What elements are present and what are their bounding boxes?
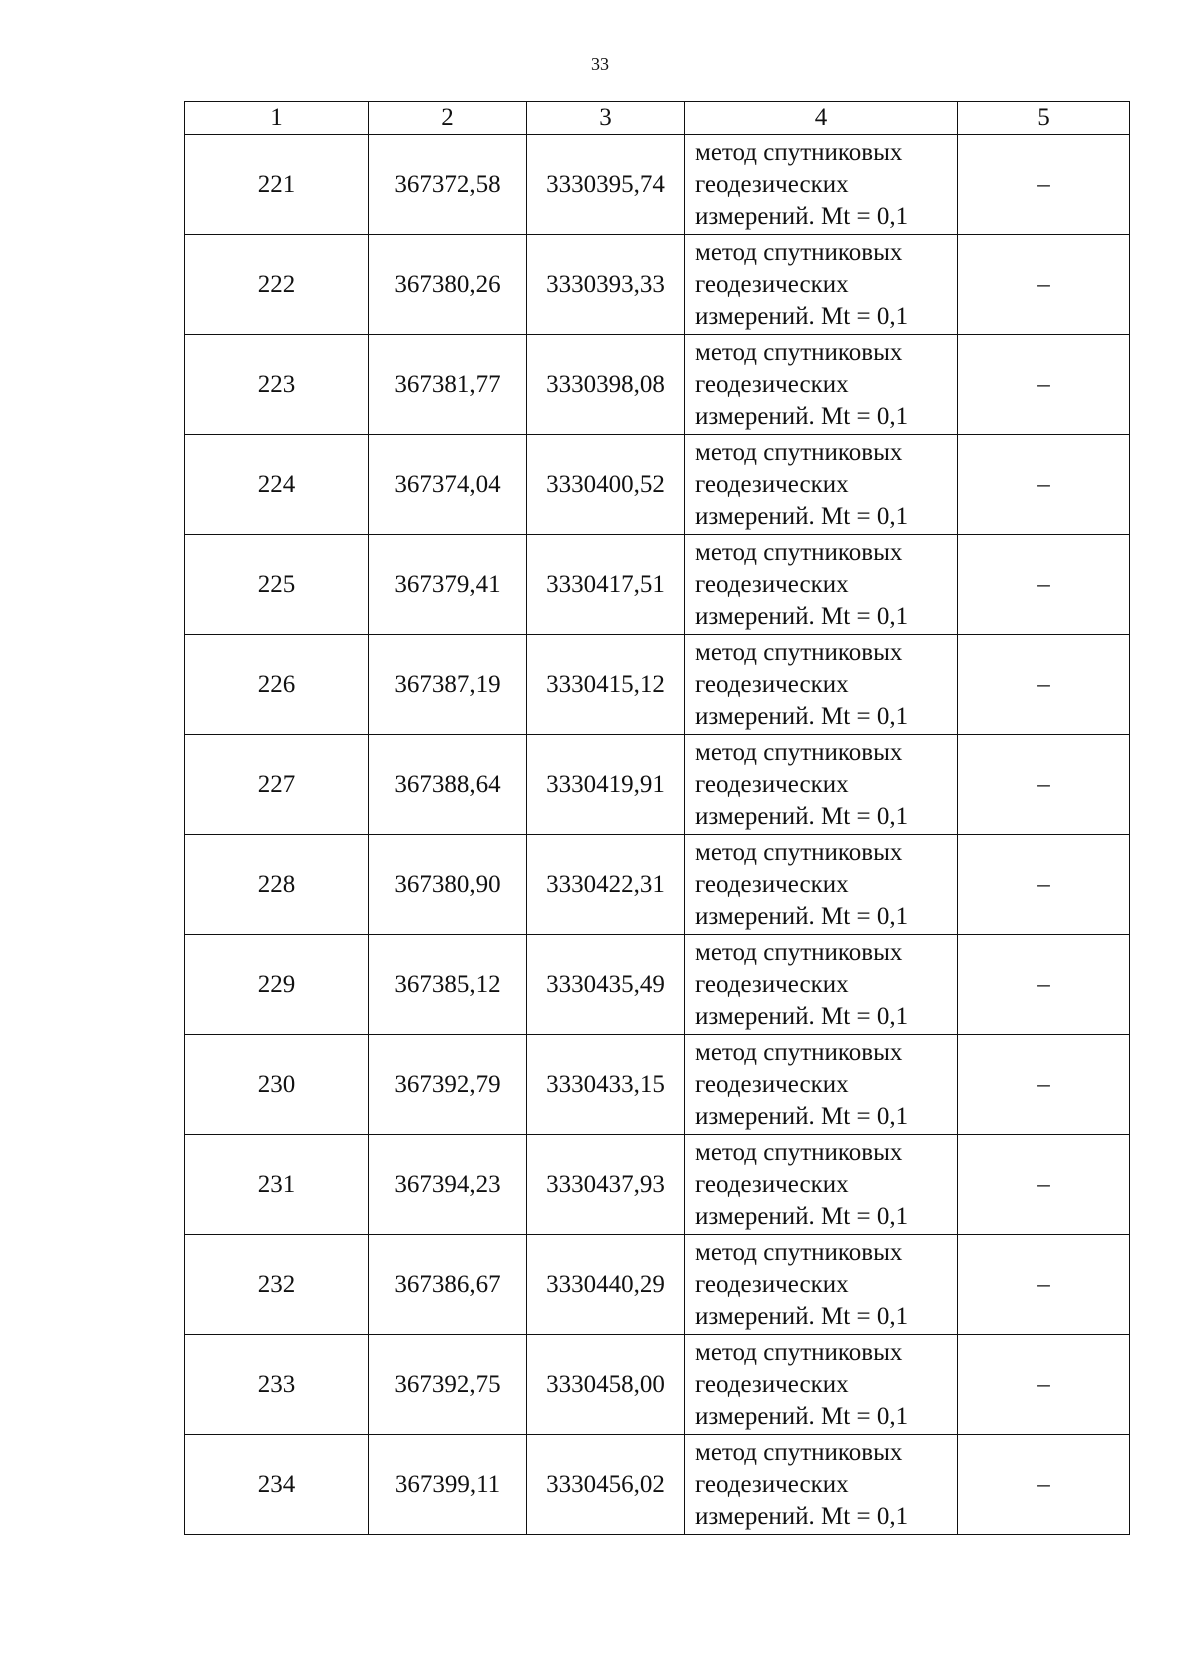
note-cell: – (958, 535, 1130, 635)
method-cell (685, 335, 958, 435)
x-coordinate-cell: 367387,19 (369, 635, 527, 735)
point-number-cell: 226 (185, 635, 369, 735)
table-row (185, 435, 1130, 535)
method-cell (685, 1135, 958, 1235)
x-coordinate-cell: 367385,12 (369, 935, 527, 1035)
x-coordinate-cell: 367392,79 (369, 1035, 527, 1135)
method-cell (685, 435, 958, 535)
method-text-line: геодезических (695, 1070, 849, 1098)
y-coordinate-cell: 3330400,52 (527, 435, 685, 535)
method-cell (685, 635, 958, 735)
method-text-line: измерений. Mt = 0,1 (695, 802, 909, 830)
x-coordinate-cell: 367372,58 (369, 135, 527, 235)
point-number-cell: 222 (185, 235, 369, 335)
method-cell (685, 935, 958, 1035)
table-body (185, 135, 1130, 1535)
note-cell: – (958, 635, 1130, 735)
method-text-line: геодезических (695, 1270, 849, 1298)
method-text-line: геодезических (695, 670, 849, 698)
method-text-line: измерений. Mt = 0,1 (695, 1002, 909, 1030)
method-text-line: метод спутниковых (695, 1338, 903, 1366)
column-header-4: 4 (685, 102, 958, 135)
note-cell: – (958, 1435, 1130, 1535)
note-cell: – (958, 835, 1130, 935)
page-number: 33 (591, 54, 609, 74)
method-cell (685, 1035, 958, 1135)
method-text-line: геодезических (695, 1170, 849, 1198)
y-coordinate-cell: 3330437,93 (527, 1135, 685, 1235)
column-header-1: 1 (185, 102, 369, 135)
method-text-line: метод спутниковых (695, 938, 903, 966)
note-cell: – (958, 1035, 1130, 1135)
method-cell (685, 235, 958, 335)
method-text-line: измерений. Mt = 0,1 (695, 1402, 909, 1430)
table-row (185, 835, 1130, 935)
method-cell (685, 1335, 958, 1435)
method-text-line: измерений. Mt = 0,1 (695, 902, 909, 930)
table-row (185, 135, 1130, 235)
point-number-cell: 225 (185, 535, 369, 635)
y-coordinate-cell: 3330415,12 (527, 635, 685, 735)
x-coordinate-cell: 367386,67 (369, 1235, 527, 1335)
method-text-line: метод спутниковых (695, 1438, 903, 1466)
method-text-line: геодезических (695, 270, 849, 298)
method-text-line: геодезических (695, 370, 849, 398)
method-text-line: геодезических (695, 170, 849, 198)
method-cell (685, 1435, 958, 1535)
point-number-cell: 224 (185, 435, 369, 535)
method-text-line: метод спутниковых (695, 838, 903, 866)
method-text-line: метод спутниковых (695, 1138, 903, 1166)
x-coordinate-cell: 367374,04 (369, 435, 527, 535)
method-text-line: метод спутниковых (695, 1238, 903, 1266)
table-header-row (185, 102, 1130, 135)
method-text-line: метод спутниковых (695, 438, 903, 466)
y-coordinate-cell: 3330433,15 (527, 1035, 685, 1135)
y-coordinate-cell: 3330395,74 (527, 135, 685, 235)
point-number-cell: 229 (185, 935, 369, 1035)
y-coordinate-cell: 3330398,08 (527, 335, 685, 435)
method-cell (685, 835, 958, 935)
y-coordinate-cell: 3330393,33 (527, 235, 685, 335)
point-number-cell: 228 (185, 835, 369, 935)
method-cell (685, 1235, 958, 1335)
method-text-line: измерений. Mt = 0,1 (695, 1202, 909, 1230)
column-header-2: 2 (369, 102, 527, 135)
x-coordinate-cell: 367388,64 (369, 735, 527, 835)
y-coordinate-cell: 3330440,29 (527, 1235, 685, 1335)
note-cell: – (958, 735, 1130, 835)
note-cell: – (958, 1235, 1130, 1335)
table-row (185, 1035, 1130, 1135)
note-cell: – (958, 1335, 1130, 1435)
note-cell: – (958, 1135, 1130, 1235)
method-text-line: метод спутниковых (695, 1038, 903, 1066)
method-text-line: геодезических (695, 870, 849, 898)
method-text-line: измерений. Mt = 0,1 (695, 402, 909, 430)
table-row (185, 935, 1130, 1035)
method-text-line: геодезических (695, 970, 849, 998)
table-row (185, 1235, 1130, 1335)
point-number-cell: 227 (185, 735, 369, 835)
method-cell (685, 535, 958, 635)
method-text-line: метод спутниковых (695, 538, 903, 566)
table-row (185, 1335, 1130, 1435)
method-cell (685, 135, 958, 235)
y-coordinate-cell: 3330435,49 (527, 935, 685, 1035)
table-row (185, 735, 1130, 835)
point-number-cell: 234 (185, 1435, 369, 1535)
y-coordinate-cell: 3330422,31 (527, 835, 685, 935)
table-row (185, 235, 1130, 335)
y-coordinate-cell: 3330419,91 (527, 735, 685, 835)
method-text-line: геодезических (695, 770, 849, 798)
method-text-line: измерений. Mt = 0,1 (695, 202, 909, 230)
method-text-line: геодезических (695, 1470, 849, 1498)
method-text-line: измерений. Mt = 0,1 (695, 702, 909, 730)
note-cell: – (958, 135, 1130, 235)
point-number-cell: 232 (185, 1235, 369, 1335)
point-number-cell: 233 (185, 1335, 369, 1435)
x-coordinate-cell: 367394,23 (369, 1135, 527, 1235)
method-text-line: геодезических (695, 1370, 849, 1398)
point-number-cell: 230 (185, 1035, 369, 1135)
x-coordinate-cell: 367392,75 (369, 1335, 527, 1435)
point-number-cell: 221 (185, 135, 369, 235)
table-row (185, 535, 1130, 635)
column-header-3: 3 (527, 102, 685, 135)
point-number-cell: 223 (185, 335, 369, 435)
x-coordinate-cell: 367380,90 (369, 835, 527, 935)
method-text-line: метод спутниковых (695, 238, 903, 266)
coordinates-table (184, 101, 1130, 1535)
method-text-line: метод спутниковых (695, 338, 903, 366)
table-row (185, 335, 1130, 435)
x-coordinate-cell: 367381,77 (369, 335, 527, 435)
method-text-line: измерений. Mt = 0,1 (695, 502, 909, 530)
method-text-line: измерений. Mt = 0,1 (695, 602, 909, 630)
method-text-line: измерений. Mt = 0,1 (695, 1102, 909, 1130)
method-text-line: метод спутниковых (695, 138, 903, 166)
x-coordinate-cell: 367380,26 (369, 235, 527, 335)
method-text-line: измерений. Mt = 0,1 (695, 1502, 909, 1530)
point-number-cell: 231 (185, 1135, 369, 1235)
x-coordinate-cell: 367379,41 (369, 535, 527, 635)
method-text-line: измерений. Mt = 0,1 (695, 302, 909, 330)
method-text-line: метод спутниковых (695, 738, 903, 766)
y-coordinate-cell: 3330458,00 (527, 1335, 685, 1435)
column-header-5: 5 (958, 102, 1130, 135)
note-cell: – (958, 435, 1130, 535)
note-cell: – (958, 335, 1130, 435)
method-text-line: геодезических (695, 570, 849, 598)
note-cell: – (958, 235, 1130, 335)
x-coordinate-cell: 367399,11 (369, 1435, 527, 1535)
table-row (185, 635, 1130, 735)
y-coordinate-cell: 3330456,02 (527, 1435, 685, 1535)
method-text-line: измерений. Mt = 0,1 (695, 1302, 909, 1330)
method-text-line: геодезических (695, 470, 849, 498)
table-row (185, 1135, 1130, 1235)
method-text-line: метод спутниковых (695, 638, 903, 666)
table-row (185, 1435, 1130, 1535)
method-cell (685, 735, 958, 835)
y-coordinate-cell: 3330417,51 (527, 535, 685, 635)
note-cell: – (958, 935, 1130, 1035)
